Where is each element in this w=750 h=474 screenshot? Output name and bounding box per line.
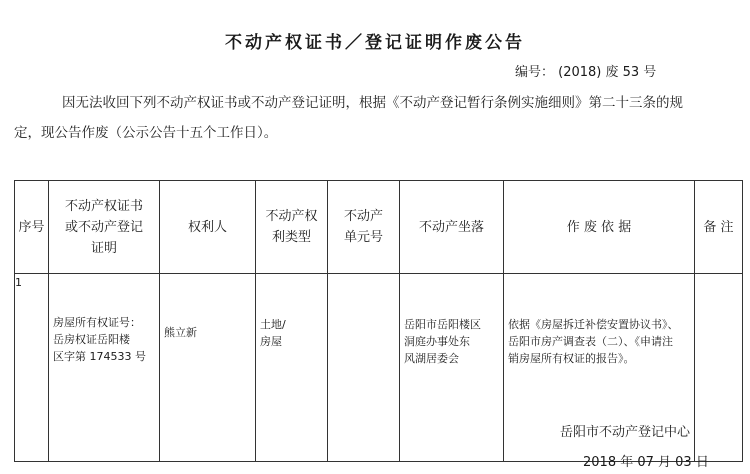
notice-body-line-1: 因无法收回下列不动产权证书或不动产登记证明，根据《不动产登记暂行条例实施细则》第二十三条的规 [62, 95, 683, 111]
header-right-type: 不动产权 利类型 [256, 181, 328, 274]
cell-location: 岳阳市岳阳楼区 洞庭办事处东 风湖居委会 [400, 274, 504, 462]
header-basis: 作 废 依 据 [504, 181, 695, 274]
cell-remark [695, 274, 743, 462]
table-header-row [15, 181, 743, 274]
header-unit-number: 不动产 单元号 [328, 181, 400, 274]
notice-body-line-2: 定，现公告作废（公示公告十五个工作日）。 [14, 125, 278, 141]
void-certificate-table [14, 180, 743, 462]
header-remark: 备 注 [695, 181, 743, 274]
cell-certificate: 房屋所有权证号： 岳房权证岳阳楼 区字第 174533 号 [49, 274, 160, 462]
issue-date: 2018 年 07 月 03 日 [583, 455, 709, 470]
header-seq: 序号 [15, 181, 49, 274]
document-number: 编号： (2018) 废 53 号 [515, 65, 657, 80]
cell-unit-number [328, 274, 400, 462]
header-owner: 权利人 [160, 181, 256, 274]
issuing-organization: 岳阳市不动产登记中心 [560, 425, 691, 440]
notice-title: 不动产权证书／登记证明作废公告 [225, 33, 525, 53]
header-certificate: 不动产权证书 或不动产登记 证明 [49, 181, 160, 274]
cell-basis: 依据《房屋拆迁补偿安置协议书》、 岳阳市房产调查表（二）、《申请注 销房屋所有权证的报告》。 [504, 274, 695, 462]
cell-owner: 熊立新 [160, 274, 256, 462]
cell-right-type: 土地/ 房屋 [256, 274, 328, 462]
cell-seq: 1 [15, 274, 49, 462]
header-location: 不动产坐落 [400, 181, 504, 274]
